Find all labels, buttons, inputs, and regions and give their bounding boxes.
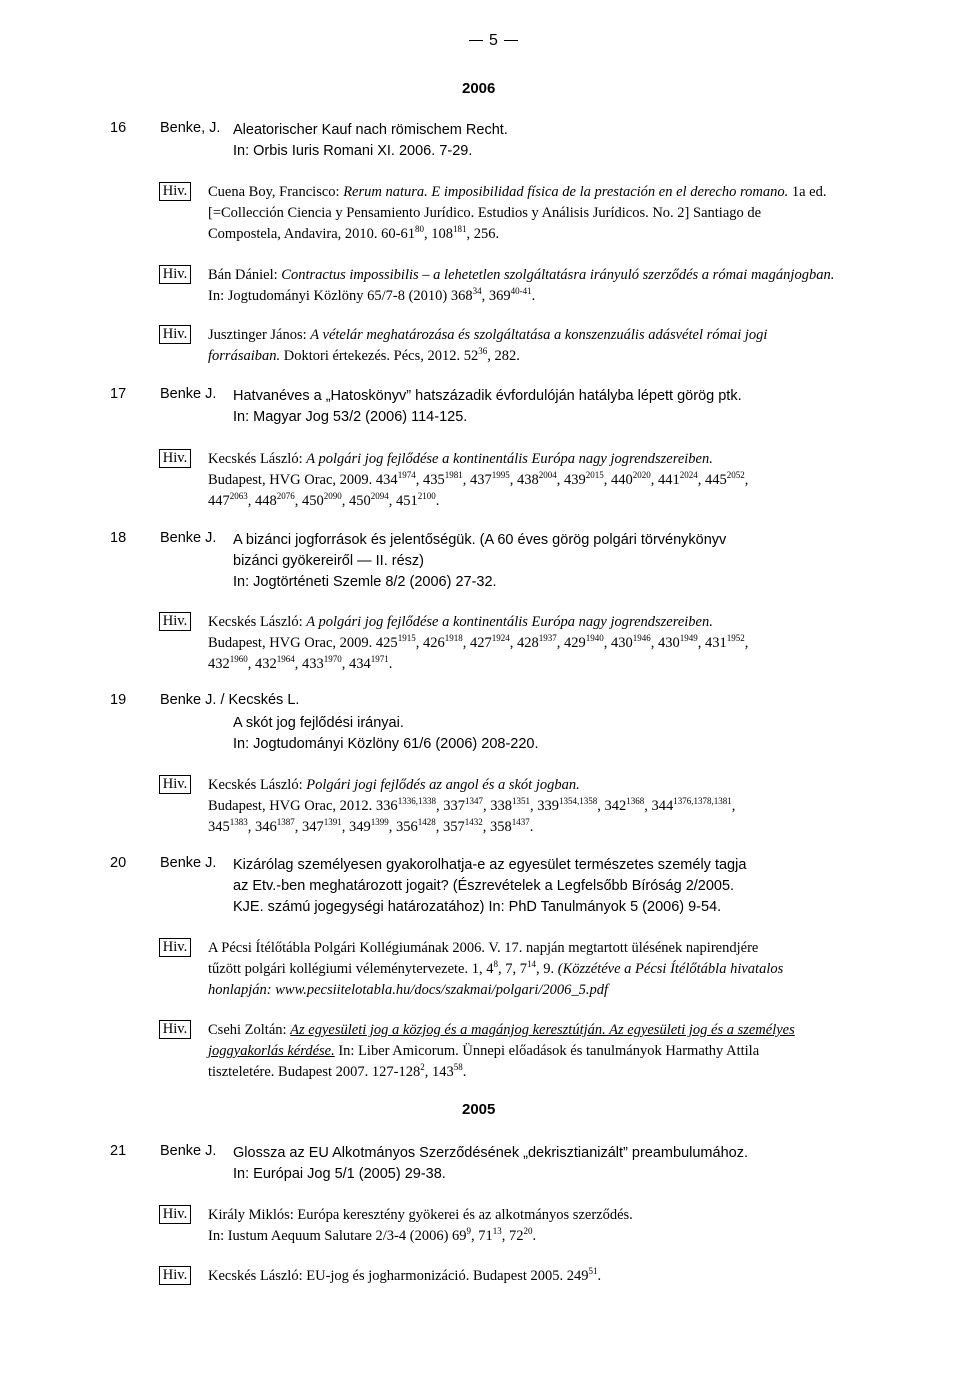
footnote-ref: 9: [466, 1226, 472, 1237]
page-number-dash-left: [469, 40, 483, 41]
citation-detail: , 346: [247, 819, 277, 835]
citation-title: Polgári jogi fejlődés az angol és a skót jogban.: [306, 777, 580, 793]
citation-author: Kecskés László:: [208, 451, 307, 467]
citation-text: [208, 1205, 928, 1247]
citation-text: [208, 449, 928, 512]
citation-detail: , 339: [529, 798, 559, 814]
entry-title-line: In: Magyar Jog 53/2 (2006) 114-125.: [233, 409, 468, 425]
footnote-ref: 2100: [417, 491, 436, 502]
citation-detail: 345: [208, 819, 230, 835]
citation-detail: , 439: [556, 472, 586, 488]
entry-number: 19: [110, 692, 127, 708]
footnote-ref: 1399: [370, 817, 389, 828]
citation-detail: , 440: [603, 472, 633, 488]
footnote-ref: 1981: [444, 470, 463, 481]
citation-detail: , 347: [294, 819, 324, 835]
entry-title-line: In: Orbis Iuris Romani XI. 2006. 7-29.: [233, 143, 473, 159]
citation-detail: .: [531, 288, 536, 304]
entry-title-line: KJE. számú jogegységi határozatához) In: PhD Tanulmányok 5 (2006) 9-54.: [233, 899, 722, 915]
citation-text: [208, 1266, 928, 1287]
citation-detail: Király Miklós: Európa keresztény gyökerei és az alkotmányos szerződés.: [208, 1207, 633, 1223]
citation-detail: , 441: [650, 472, 680, 488]
citation-detail: [208, 633, 928, 654]
citation-author: Kecskés László:: [208, 777, 307, 793]
hiv-label: Hiv.: [159, 775, 191, 794]
footnote-ref: 1937: [538, 633, 557, 644]
citation-detail: , 451: [388, 493, 418, 509]
citation-title: Rerum natura. E imposibilidad física de la prestación en el derecho romano.: [343, 184, 789, 200]
citation-detail: , 426: [415, 635, 445, 651]
footnote-ref: 1387: [276, 817, 295, 828]
footnote-ref: 2063: [229, 491, 248, 502]
citation-detail: .: [462, 1064, 467, 1080]
footnote-ref: 2004: [538, 470, 557, 481]
citation-detail: , 433: [294, 656, 324, 672]
citation-detail: , 342: [597, 798, 627, 814]
citation-detail: , 438: [509, 472, 539, 488]
hiv-label: Hiv.: [159, 449, 191, 468]
citation-detail: .: [532, 1228, 537, 1244]
footnote-ref: 2015: [585, 470, 604, 481]
page-number-dash-right: [504, 40, 518, 41]
footnote-ref: 40-41: [510, 286, 532, 297]
footnote-ref: 1940: [585, 633, 604, 644]
citation-detail: tiszteletére. Budapest 2007. 127-128: [208, 1064, 421, 1080]
footnote-ref: 1995: [491, 470, 510, 481]
citation-text: [208, 1020, 928, 1083]
citation-title: A polgári jog fejlődése a kontinentális Európa nagy jogrendszereiben.: [306, 614, 713, 630]
hiv-label: Hiv.: [159, 265, 191, 284]
footnote-ref: 1924: [491, 633, 510, 644]
footnote-ref: 2052: [726, 470, 745, 481]
entry-title: [233, 855, 746, 918]
footnote-ref: 58: [453, 1062, 463, 1073]
footnote-ref: 1971: [370, 654, 389, 665]
citation-detail: .: [435, 493, 440, 509]
citation-detail: Budapest, HVG Orac, 2009. 434: [208, 472, 398, 488]
citation-detail: , 72: [501, 1228, 524, 1244]
citation-detail: , 450: [341, 493, 371, 509]
footnote-ref: 1351: [511, 796, 530, 807]
citation-text: [208, 612, 928, 675]
citation-author: Bán Dániel:: [208, 267, 282, 283]
citation-note: honlapján: www.pecsiitelotabla.hu/docs/szakmai/polgari/2006_5.pdf: [208, 982, 609, 998]
citation-detail: tűzött polgári kollégiumi véleménytervezete. 1, 4: [208, 961, 494, 977]
citation-title: forrásaiban.: [208, 348, 281, 364]
year-heading-2006: 2006: [462, 80, 496, 97]
citation-detail: , 71: [471, 1228, 493, 1244]
citation-text: [208, 182, 848, 245]
footnote-ref: 1391: [323, 817, 342, 828]
hiv-label: Hiv.: [159, 182, 191, 201]
citation-detail: .: [529, 819, 534, 835]
citation-detail: , 357: [435, 819, 465, 835]
citation-detail: , 430: [650, 635, 680, 651]
footnote-ref: 2076: [276, 491, 295, 502]
footnote-ref: 1354,1358: [558, 796, 598, 807]
citation-detail: , 427: [462, 635, 492, 651]
citation-detail: 447: [208, 493, 230, 509]
footnote-ref: 1336,1338: [397, 796, 436, 807]
citation-text: [208, 325, 928, 367]
entry-title-line: A bizánci jogforrások és jelentőségük. (A 60 éves görög polgári törvénykönyv: [233, 532, 727, 548]
citation-detail: , 282.: [487, 348, 520, 364]
footnote-ref: 36: [478, 346, 488, 357]
footnote-ref: 1368: [626, 796, 645, 807]
citation-detail: [208, 654, 928, 675]
entry-title: [233, 1143, 748, 1185]
year-heading-2005: 2005: [462, 1101, 496, 1118]
footnote-ref: 1949: [679, 633, 698, 644]
entry-author: Benke, J.: [160, 120, 221, 136]
entry-title-line: A skót jog fejlődési irányai.: [233, 715, 404, 731]
citation-detail: In: Iustum Aequum Salutare 2/3-4 (2006) 69: [208, 1228, 467, 1244]
entry-number: 16: [110, 120, 127, 136]
citation-detail: [208, 491, 928, 512]
entry-title-line: bizánci gyökereiről — II. rész): [233, 553, 424, 569]
entry-title-line: Kizárólag személyesen gyakorolhatja-e az egyesület természetes személy tagja: [233, 857, 747, 873]
footnote-ref: 2020: [632, 470, 651, 481]
footnote-ref: 2024: [679, 470, 698, 481]
citation-detail: ,: [731, 798, 736, 814]
footnote-ref: 2090: [323, 491, 342, 502]
footnote-ref: 1347: [464, 796, 483, 807]
entry-title: [233, 386, 742, 428]
citation-text: [208, 265, 928, 307]
footnote-ref: 2: [420, 1062, 425, 1073]
citation-detail: , 369: [481, 288, 511, 304]
footnote-ref: 1376,1378,1381: [673, 796, 732, 807]
page-number: [463, 32, 524, 50]
citation-detail: , 256.: [466, 226, 500, 242]
citation-detail: [208, 796, 928, 817]
footnote-ref: 8: [493, 959, 498, 970]
entry-title-line: az Etv.-ben meghatározott jogait? (Észrevételek a Legfelsőbb Bíróság 2/2005.: [233, 878, 735, 894]
citation-author: Csehi Zoltán:: [208, 1022, 291, 1038]
footnote-ref: 13: [492, 1226, 502, 1237]
citation-detail: , 338: [482, 798, 512, 814]
entry-title: [233, 120, 508, 162]
citation-author: Kecskés László:: [208, 614, 307, 630]
footnote-ref: 1946: [632, 633, 651, 644]
citation-text: [208, 775, 928, 838]
hiv-label: Hiv.: [159, 612, 191, 631]
citation-detail: , 429: [556, 635, 586, 651]
citation-detail: .: [597, 1268, 602, 1284]
citation-detail: , 430: [603, 635, 633, 651]
footnote-ref: 1964: [276, 654, 295, 665]
citation-detail: , 108: [424, 226, 454, 242]
citation-detail: ,: [744, 472, 749, 488]
footnote-ref: 181: [453, 224, 467, 235]
citation-detail: , 349: [341, 819, 371, 835]
footnote-ref: 1974: [397, 470, 416, 481]
citation-detail: , 356: [388, 819, 418, 835]
citation-detail: [=Collección Ciencia y Pensamiento Jurídico. Estudios y Análisis Jurídicos. No. 2] Santiago de: [208, 205, 762, 221]
citation-detail: , 9.: [535, 961, 558, 977]
citation-detail: , 437: [462, 472, 492, 488]
citation-title: joggyakorlás kérdése.: [208, 1043, 335, 1059]
citation-title: A polgári jog fejlődése a kontinentális Európa nagy jogrendszereiben.: [306, 451, 713, 467]
hiv-label: Hiv.: [159, 1020, 191, 1039]
citation-detail: [208, 470, 928, 491]
entry-title: [233, 713, 539, 755]
entry-author: Benke J. / Kecskés L.: [160, 692, 300, 708]
citation-detail: , 344: [644, 798, 674, 814]
entry-number: 20: [110, 855, 127, 871]
citation-text: [208, 938, 928, 1001]
entry-title-line: In: Jogtörténeti Szemle 8/2 (2006) 27-32.: [233, 574, 497, 590]
footnote-ref: 1432: [464, 817, 483, 828]
citation-title: A vételár meghatározása és szolgáltatása a konszenzuális adásvétel római jogi: [310, 327, 768, 343]
entry-title: [233, 530, 726, 593]
citation-detail: , 431: [697, 635, 727, 651]
citation-detail: , 432: [247, 656, 277, 672]
citation-detail: , 450: [294, 493, 324, 509]
footnote-ref: 1428: [417, 817, 436, 828]
entry-title-line: In: Jogtudományi Közlöny 61/6 (2006) 208-220.: [233, 736, 539, 752]
page-number-text: 5: [489, 32, 498, 49]
citation-detail: Budapest, HVG Orac, 2009. 425: [208, 635, 398, 651]
citation-title: Az egyesületi jog a közjog és a magánjog keresztútján. Az egyesületi jog és a személyes: [290, 1022, 795, 1038]
citation-detail: Kecskés László: EU-jog és jogharmonizáció. Budapest 2005. 249: [208, 1268, 589, 1284]
hiv-label: Hiv.: [159, 938, 191, 957]
entry-author: Benke J.: [160, 855, 217, 871]
citation-detail: , 358: [482, 819, 512, 835]
entry-title-line: In: Európai Jog 5/1 (2005) 29-38.: [233, 1166, 446, 1182]
citation-detail: Compostela, Andavira, 2010. 60-61: [208, 226, 416, 242]
citation-detail: , 448: [247, 493, 277, 509]
citation-author: Cuena Boy, Francisco:: [208, 184, 344, 200]
entry-title-line: Hatvanéves a „Hatoskönyv” hatszázadik évfordulóján hatályba lépett görög ptk.: [233, 388, 742, 404]
entry-number: 17: [110, 386, 127, 402]
footnote-ref: 20: [523, 1226, 533, 1237]
citation-detail: Budapest, HVG Orac, 2012. 336: [208, 798, 398, 814]
citation-detail: , 337: [435, 798, 465, 814]
footnote-ref: 1437: [511, 817, 530, 828]
citation-detail: 432: [208, 656, 230, 672]
citation-detail: , 445: [697, 472, 727, 488]
citation-detail: In: Jogtudományi Közlöny 65/7-8 (2010) 368: [208, 288, 473, 304]
hiv-label: Hiv.: [159, 1266, 191, 1285]
citation-author: Jusztinger János:: [208, 327, 311, 343]
footnote-ref: 80: [415, 224, 425, 235]
citation-detail: Doktori értekezés. Pécs, 2012. 52: [280, 348, 479, 364]
citation-detail: , 434: [341, 656, 371, 672]
citation-detail: , 7, 7: [497, 961, 527, 977]
citation-title: Contractus impossibilis – a lehetetlen szolgáltatásra irányuló szerződés a római magánjogban.: [281, 267, 835, 283]
footnote-ref: 1970: [323, 654, 342, 665]
citation-detail: , 435: [415, 472, 445, 488]
entry-author: Benke J.: [160, 1143, 217, 1159]
entry-author: Benke J.: [160, 386, 217, 402]
citation-note: (Közzétéve a Pécsi Ítélőtábla hivatalos: [557, 961, 784, 977]
entry-title-line: Aleatorischer Kauf nach römischem Recht.: [233, 122, 508, 138]
footnote-ref: 1960: [229, 654, 248, 665]
hiv-label: Hiv.: [159, 325, 191, 344]
citation-detail: , 428: [509, 635, 539, 651]
footnote-ref: 51: [588, 1266, 598, 1277]
citation-detail: .: [388, 656, 393, 672]
footnote-ref: 1383: [229, 817, 248, 828]
citation-detail: 1a ed.: [788, 184, 827, 200]
hiv-label: Hiv.: [159, 1205, 191, 1224]
citation-detail: A Pécsi Ítélőtábla Polgári Kollégiumának 2006. V. 17. napján megtartott ülésének napirendjére: [208, 940, 759, 956]
footnote-ref: 1918: [444, 633, 463, 644]
citation-detail: , 143: [424, 1064, 454, 1080]
footnote-ref: 14: [526, 959, 536, 970]
citation-detail: In: Liber Amicorum. Ünnepi előadások és tanulmányok Harmathy Attila: [334, 1043, 760, 1059]
footnote-ref: 34: [472, 286, 482, 297]
footnote-ref: 1952: [726, 633, 745, 644]
footnote-ref: 2094: [370, 491, 389, 502]
entry-number: 18: [110, 530, 127, 546]
entry-number: 21: [110, 1143, 127, 1159]
citation-detail: [208, 817, 928, 838]
entry-author: Benke J.: [160, 530, 217, 546]
footnote-ref: 1915: [397, 633, 416, 644]
entry-title-line: Glossza az EU Alkotmányos Szerződésének „dekrisztianizált” preambulumához.: [233, 1145, 748, 1161]
citation-detail: ,: [744, 635, 749, 651]
